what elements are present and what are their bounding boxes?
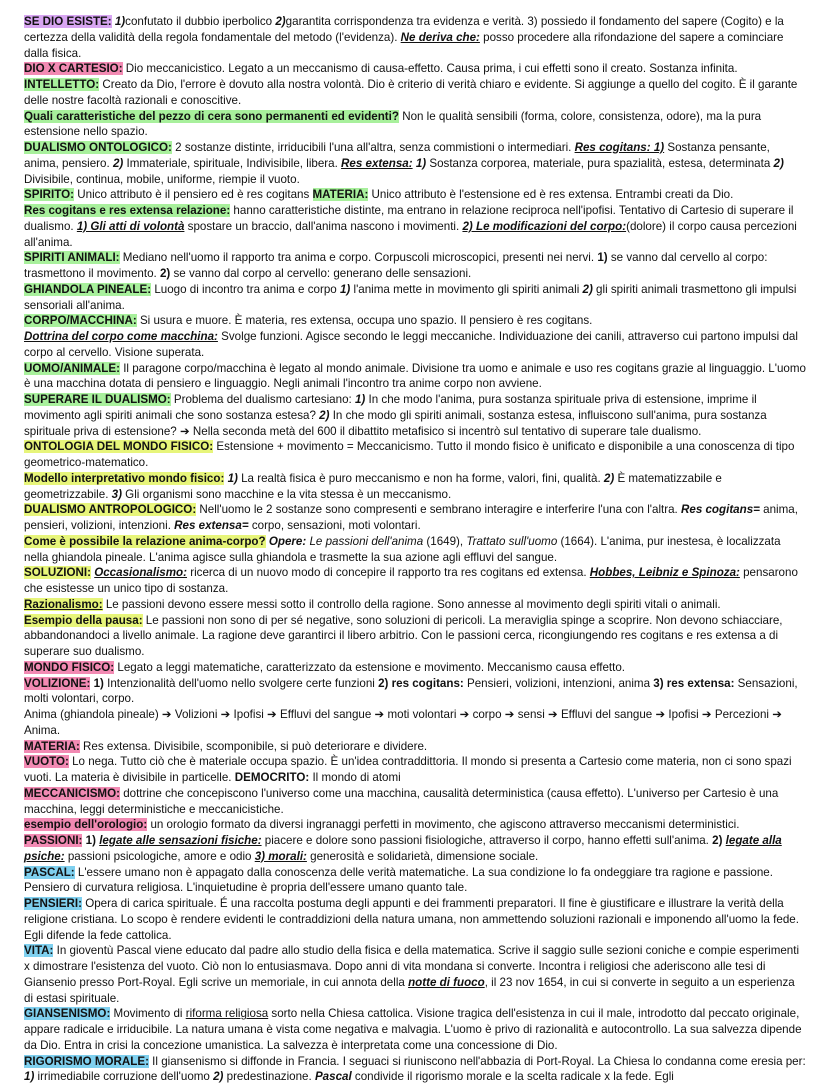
bold-text: 3) res extensa:: [653, 677, 734, 690]
bold-marker: Opere:: [269, 535, 306, 548]
underlined-text: riforma religiosa: [186, 1007, 268, 1020]
highlighted-heading: esempio dell'orologio:: [24, 818, 147, 831]
note-paragraph: [24, 502, 806, 534]
underlined-keyword: Res cogitans: 1): [575, 141, 665, 154]
bold-marker: 1): [340, 283, 350, 296]
highlighted-heading: ONTOLOGIA DEL MONDO FISICO:: [24, 440, 213, 453]
body-text: se vanno dal corpo al cervello: generano delle sensazioni.: [170, 267, 471, 280]
note-paragraph: [24, 61, 806, 77]
body-text: Divisibile, continua, mobile, uniforme, riempie il vuoto.: [24, 173, 300, 186]
underlined-keyword: Ne deriva che:: [401, 31, 480, 44]
note-paragraph: [24, 786, 806, 818]
body-text: corpo, sensazioni, moti volontari.: [249, 519, 421, 532]
note-paragraph: [24, 361, 806, 393]
body-text: Sostanza corporea, materiale, pura spazialità, estesa, determinata: [426, 157, 773, 170]
highlighted-heading: INTELLETTO:: [24, 78, 99, 91]
note-paragraph: [24, 817, 806, 833]
highlighted-heading: Come è possibile la relazione anima-corpo?: [24, 535, 266, 548]
body-text: Estensione + movimento = Meccanicismo. Tutto il mondo fisico è unificato e disponibile a una conoscenza di tipo geometrico-matematico.: [24, 440, 794, 469]
body-text: , il 23 nov 1654, in cui si converte in seguito a un esperienza di estasi spirituale.: [24, 976, 795, 1005]
body-text: Sensazioni, molti volontari, corpo.: [24, 677, 798, 706]
body-text: Movimento di: [110, 1007, 185, 1020]
body-text: Mediano nell'uomo il rapporto tra anima e corpo. Corpuscoli microscopici, presenti nei nervi.: [120, 251, 598, 264]
body-text: (1649),: [423, 535, 466, 548]
bold-marker: 1): [115, 15, 125, 28]
body-text: sorto nella Chiesa cattolica. Visione tragica dell'esistenza in cui il male, introdotto dal peccato originale, appare radicale e irriducibile. La natura umana è vista come negativa e malvagia. L'uomo è privo di razionalità e autocontrollo. La sua salvezza dipende da Dio. Entra in crisi la concezione umanistica. La salvezza è interpretata come una concessione di Dio.: [24, 1007, 802, 1052]
note-paragraph: [24, 865, 806, 897]
body-text: Legato a leggi matematiche, caratterizzato da estensione e movimento. Meccanismo causa effetto.: [114, 661, 625, 674]
body-text: 2 sostanze distinte, irriducibili l'una all'altra, senza commistioni o intermediari.: [172, 141, 575, 154]
body-text: confutato il dubbio iperbolico: [125, 15, 275, 28]
note-paragraph: [24, 754, 806, 786]
note-paragraph: [24, 565, 806, 597]
underlined-keyword: Hobbes, Leibniz e Spinoza:: [590, 566, 740, 579]
body-text: posso procedere alla rifondazione del sapere a cominciare dalla fisica.: [24, 31, 783, 60]
body-text: l'anima mette in movimento gli spiriti animali: [350, 283, 582, 296]
underlined-keyword: Res extensa:: [341, 157, 413, 170]
bold-text: 1): [86, 834, 96, 847]
body-text: Il giansenismo si diffonde in Francia. I seguaci si riuniscono nell'abbazia di Port-Royal. La Chiesa lo condanna come eresia per:: [149, 1055, 806, 1068]
note-paragraph: [24, 660, 806, 676]
body-text: hanno caratteristiche distinte, ma entrano in relazione reciproca nell'ipofisi. Tentativo di Cartesio di superare il dualismo.: [24, 204, 794, 233]
body-text: piacere e dolore sono passioni fisiologiche, attraverso il corpo, hanno effetti sull'anima.: [262, 834, 713, 847]
highlighted-heading: MATERIA:: [313, 188, 369, 201]
body-text: Immateriale, spirituale, Indivisibile, libera.: [123, 157, 341, 170]
body-text: Pensieri, volizioni, intenzioni, anima: [464, 677, 653, 690]
body-text: Res extensa. Divisibile, scomponibile, si può deteriorare e dividere.: [80, 740, 427, 753]
note-paragraph: [24, 534, 806, 566]
bold-text: 1): [94, 677, 104, 690]
underlined-keyword: Occasionalismo:: [94, 566, 187, 579]
note-paragraph: [24, 392, 806, 439]
note-paragraph: [24, 471, 806, 503]
highlighted-heading: PASCAL:: [24, 866, 75, 879]
highlighted-heading: SPIRITI ANIMALI:: [24, 251, 120, 264]
highlighted-heading: CORPO/MACCHINA:: [24, 314, 137, 327]
highlighted-heading: PASSIONI:: [24, 834, 82, 847]
body-text: La realtà fisica è puro meccanismo e non ha forme, valori, fini, qualità.: [238, 472, 604, 485]
note-paragraph: [24, 77, 806, 109]
body-text: (dolore) il corpo causa percezioni all'anima.: [24, 220, 797, 249]
note-paragraph: [24, 140, 806, 187]
body-text: Nell'uomo le 2 sostanze sono compresenti e sembrano interagire e interferire l'una con l'altra.: [196, 503, 681, 516]
note-paragraph: [24, 739, 806, 755]
highlighted-heading: Esempio della pausa:: [24, 614, 143, 627]
body-text: Non le qualità sensibili (forma, colore, consistenza, odore), ma la pura estensione nello spazio.: [24, 110, 761, 139]
highlighted-heading: PENSIERI:: [24, 897, 82, 910]
body-text: passioni psicologiche, amore e odio: [65, 850, 255, 863]
highlighted-heading: SE DIO ESISTE:: [24, 15, 112, 28]
body-text: Creato da Dio, l'errore è dovuto alla nostra volontà. Dio è criterio di verità chiaro e evidente. Si aggiunge a quello del cogito. È il garante delle nostre facoltà razionali e conoscitive.: [24, 78, 797, 107]
underlined-keyword: legate alla psiche:: [24, 834, 782, 863]
note-paragraph: [24, 1006, 806, 1053]
body-text: anima, pensieri, volizioni, intenzioni.: [24, 503, 798, 532]
body-text: Sostanza pensante, anima, pensiero.: [24, 141, 770, 170]
underlined-keyword: 3) morali:: [255, 850, 307, 863]
body-text: Problema del dualismo cartesiano:: [171, 393, 355, 406]
body-text: predestinazione.: [223, 1070, 315, 1083]
body-text: pensarono che esistesse un unico tipo di sostanza.: [24, 566, 798, 595]
note-paragraph: [24, 613, 806, 660]
bold-text: 1): [597, 251, 607, 264]
body-text: garantita corrispondenza tra evidenza e verità. 3) possiedo il fondamento del sapere (Cogito) e la certezza della validità della regola fondamentale del metodo (l'evidenza).: [24, 15, 784, 44]
body-text: In che modo gli spiriti animali, sostanza estesa, influiscono sull'anima, pura sostanza spirituale priva di estensione? ➔ Nella seconda metà del 600 il dibattito metafisico si incentrò sul tentativo di superare tale dualismo.: [24, 409, 767, 438]
body-text: Luogo di incontro tra anima e corpo: [151, 283, 340, 296]
body-text: In che modo l'anima, pura sostanza spirituale priva di estensione, imprime il movimento agli spiriti animali che sono sostanza estesa?: [24, 393, 757, 422]
highlighted-heading: MATERIA:: [24, 740, 80, 753]
bold-text: DEMOCRITO:: [235, 771, 310, 784]
highlighted-heading: SPIRITO:: [24, 188, 74, 201]
highlighted-heading: Modello interpretativo mondo fisico:: [24, 472, 224, 485]
underlined-keyword: Dottrina del corpo come macchina:: [24, 330, 218, 343]
body-text: Intenzionalità dell'uomo nello svolgere certe funzioni: [104, 677, 378, 690]
note-paragraph: [24, 1054, 806, 1085]
bold-marker: 2): [319, 409, 329, 422]
body-text: Le passioni non sono di per sé negative, sono soluzioni di pericoli. La meraviglia spinge a scoprire. Non devono schiacciare, abbandonandoci a livello animale. La ragione deve garantirci il libero arbitrio. Con le passioni cerca, ricongiungendo res cogitans e res extensa a di superare suo dualismo.: [24, 614, 783, 659]
highlighted-heading: GHIANDOLA PINEALE:: [24, 283, 151, 296]
body-text: Le passioni devono essere messi sotto il controllo della ragione. Sono annesse al movimento degli spiriti vitali o animali.: [103, 598, 721, 611]
highlighted-heading: VITA:: [24, 944, 53, 957]
note-paragraph: [24, 707, 806, 739]
highlighted-heading: SUPERARE IL DUALISMO:: [24, 393, 171, 406]
highlighted-heading: Res cogitans e res extensa relazione:: [24, 204, 230, 217]
highlighted-heading: UOMO/ANIMALE:: [24, 362, 120, 375]
bold-marker: Pascal: [315, 1070, 352, 1083]
body-text: Si usura e muore. È materia, res extensa, occupa uno spazio. Il pensiero è res cogitans.: [137, 314, 593, 327]
bold-marker: 1): [355, 393, 365, 406]
highlighted-heading: Quali caratteristiche del pezzo di cera sono permanenti ed evidenti?: [24, 110, 399, 123]
bold-marker: 2): [275, 15, 285, 28]
body-text: L'essere umano non è appagato dalla conoscenza delle verità matematiche. La sua condizione lo fa ondeggiare tra ragione e passione. Pensiero di curvatura religiosa. L'inquietudine è propria dell'essere umano quanto tale.: [24, 866, 773, 895]
body-text: Unico attributo è l'estensione ed è res extensa. Entrambi creati da Dio.: [368, 188, 733, 201]
bold-marker: 1): [24, 1070, 34, 1083]
body-text: generosità e solidarietà, dimensione sociale.: [307, 850, 538, 863]
bold-marker: 1): [228, 472, 238, 485]
highlighted-heading: DUALISMO ANTROPOLOGICO:: [24, 503, 196, 516]
bold-marker: 2): [113, 157, 123, 170]
note-paragraph: [24, 313, 806, 329]
bold-text: 2): [712, 834, 722, 847]
highlighted-heading: DUALISMO ONTOLOGICO:: [24, 141, 172, 154]
book-title: Le passioni dell'anima: [309, 535, 423, 548]
highlighted-heading: VUOTO:: [24, 755, 69, 768]
highlighted-heading: DIO X CARTESIO:: [24, 62, 123, 75]
highlighted-heading: RIGORISMO MORALE:: [24, 1055, 149, 1068]
highlighted-heading: MONDO FISICO:: [24, 661, 114, 674]
bold-marker: 2): [604, 472, 614, 485]
note-paragraph: [24, 943, 806, 1006]
body-text: gli spiriti animali trasmettono gli impulsi sensoriali all'anima.: [24, 283, 796, 312]
note-paragraph: [24, 250, 806, 282]
bold-marker: 3): [112, 488, 122, 501]
note-paragraph: [24, 439, 806, 471]
bold-marker: Res cogitans=: [681, 503, 760, 516]
bold-marker: 2): [774, 157, 784, 170]
underlined-keyword: legate alle sensazioni fisiche:: [99, 834, 261, 847]
bold-marker: 2): [213, 1070, 223, 1083]
body-text: dottrine che concepiscono l'universo come una macchina, causalità deterministica (causa effetto). L'universo per Cartesio è una macchina, leggi deterministiche e meccanicistiche.: [24, 787, 778, 816]
bold-text: 2) res cogitans:: [378, 677, 464, 690]
note-paragraph: [24, 109, 806, 141]
body-text: irrimediabile corruzione dell'uomo: [34, 1070, 213, 1083]
body-text: Lo nega. Tutto ciò che è materiale occupa spazio. È un'idea contraddittoria. Il mondo si presenta a Cartesio come materia, non ci sono spazi vuoti. La materia è divisibile in particelle.: [24, 755, 792, 784]
note-paragraph: [24, 187, 806, 203]
bold-marker: 1): [416, 157, 426, 170]
highlighted-heading: Razionalismo:: [24, 598, 103, 611]
body-text: Gli organismi sono macchine e la vita stessa è un meccanismo.: [122, 488, 451, 501]
body-text: È matematizzabile e geometrizzabile.: [24, 472, 722, 501]
body-text: se vanno dal cervello al corpo: trasmettono il movimento.: [24, 251, 767, 280]
body-text: Unico attributo è il pensiero ed è res cogitans: [74, 188, 312, 201]
note-paragraph: [24, 282, 806, 314]
body-text: Il paragone corpo/macchina è legato al mondo animale. Divisione tra uomo e animale e uso res cogitans grazie al linguaggio. L'uomo è una macchina dotata di pensiero e linguaggio. Negli animali l'incontro tra anime corpo non avviene.: [24, 362, 806, 391]
highlighted-heading: MECCANICISMO:: [24, 787, 120, 800]
highlighted-heading: VOLIZIONE:: [24, 677, 90, 690]
body-text: spostare un braccio, dall'anima nascono i movimenti.: [184, 220, 462, 233]
highlighted-heading: GIANSENISMO:: [24, 1007, 110, 1020]
body-text: Svolge funzioni. Agisce secondo le leggi meccaniche. Individuazione dei canili, attraverso cui partono impulsi dal corpo al cervello. Visione superata.: [24, 330, 798, 359]
highlighted-heading: SOLUZIONI:: [24, 566, 91, 579]
body-text: Anima (ghiandola pineale) ➔ Volizioni ➔ Ipofisi ➔ Effluvi del sangue ➔ moti volontari ➔ corpo ➔ sensi ➔ Effluvi del sangue ➔ Ipofisi ➔ Percezioni ➔ Anima.: [24, 708, 782, 737]
body-text: un orologio formato da diversi ingranaggi perfetti in movimento, che agiscono attraverso meccanismi deterministici.: [147, 818, 739, 831]
bold-marker: 2): [583, 283, 593, 296]
note-paragraph: [24, 597, 806, 613]
note-paragraph: [24, 329, 806, 361]
note-paragraph: [24, 896, 806, 943]
underlined-keyword: 1) Gli atti di volontà: [77, 220, 185, 233]
bold-marker: Res extensa=: [174, 519, 248, 532]
note-paragraph: [24, 676, 806, 708]
body-text: (1664). L'anima, pur inestesa, è localizzata nella ghiandola pineale. L'anima agisce sulla ghiandola e trasmette la sua azione agli effluvi del sangue.: [24, 535, 781, 564]
body-text: Il mondo di atomi: [309, 771, 401, 784]
body-text: Opera di carica spirituale. É una raccolta postuma degli appunti e dei frammenti preparatori. Il fine è giustificare e illustrare la verità della religione cristiana. Lo scopo è rendere evidenti le contraddizioni della natura umana, non ammettendo soluzioni razionali e imponendo all'uomo la fede. Egli difende la fede cattolica.: [24, 897, 799, 942]
underlined-keyword: 2) Le modificazioni del corpo:: [462, 220, 626, 233]
underlined-keyword: notte di fuoco: [408, 976, 485, 989]
note-paragraph: [24, 203, 806, 250]
note-paragraph: [24, 833, 806, 865]
body-text: condivide il rigorismo morale e la scelta radicale x la fede. Egli: [352, 1070, 674, 1083]
note-paragraph: [24, 14, 806, 61]
body-text: Dio meccanicistico. Legato a un meccanismo di causa-effetto. Causa prima, i cui effetti sono il creato. Sostanza infinita.: [123, 62, 738, 75]
book-title: Trattato sull'uomo: [466, 535, 557, 548]
body-text: ricerca di un nuovo modo di concepire il rapporto tra res cogitans ed extensa.: [187, 566, 590, 579]
bold-text: 2): [160, 267, 170, 280]
body-text: In gioventù Pascal viene educato dal padre allo studio della fisica e della matematica. Scrive il saggio sulle sezioni coniche e compie esperimenti x dimostrare l'esistenza del vuoto. Ciò non lo entusiasmava. Dopo anni di vita mondana si converte. Incontra i religiosi che aderiscono alle tesi di Giansenio presso Port-Royal. Egli scrive un memoriale, in cui annota della: [24, 944, 799, 989]
